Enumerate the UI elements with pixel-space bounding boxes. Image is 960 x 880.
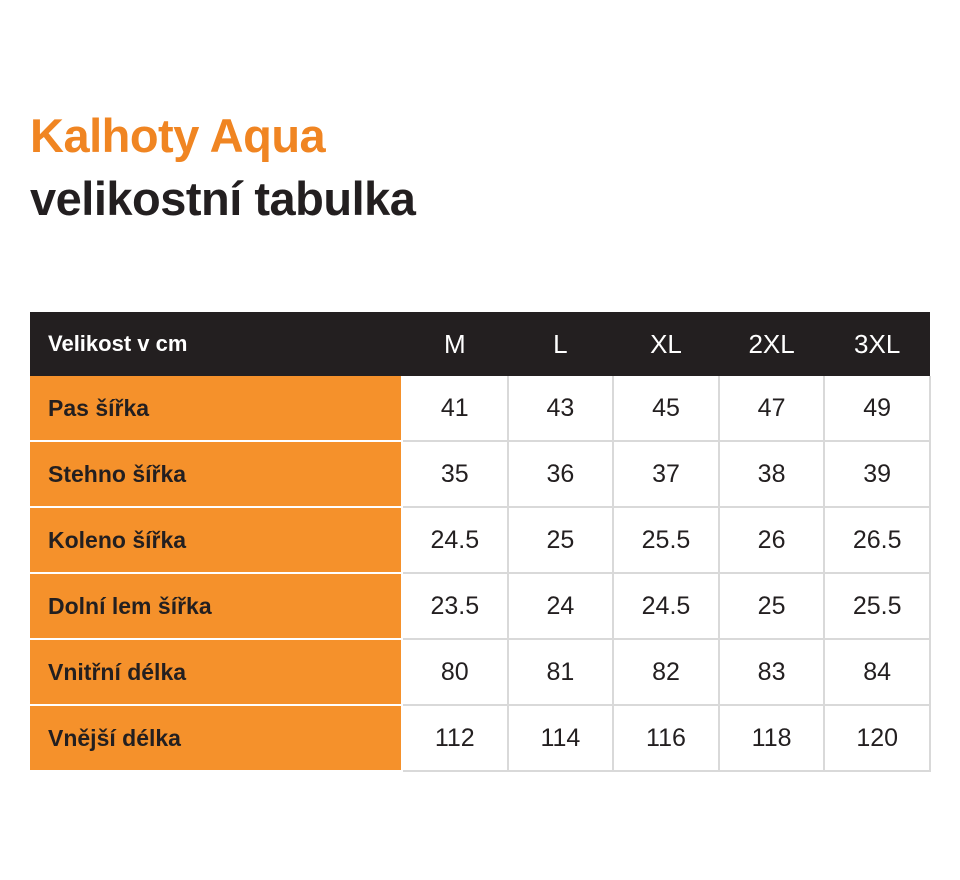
- cell-value: 83: [719, 639, 825, 705]
- table-header-size-xl: XL: [613, 312, 719, 376]
- table-row: [30, 507, 930, 573]
- cell-value: 41: [402, 376, 508, 441]
- cell-value: 116: [613, 705, 719, 771]
- cell-value: 43: [508, 376, 614, 441]
- page-subtitle: velikostní tabulka: [30, 172, 416, 225]
- cell-value: 82: [613, 639, 719, 705]
- cell-value: 25: [508, 507, 614, 573]
- row-label: Stehno šířka: [30, 441, 402, 507]
- cell-value: 49: [824, 376, 930, 441]
- page-title-block: [30, 109, 930, 225]
- cell-value: 120: [824, 705, 930, 771]
- table-header-row: [30, 312, 930, 376]
- cell-value: 114: [508, 705, 614, 771]
- page-title: Kalhoty Aqua: [30, 109, 326, 162]
- row-label: Koleno šířka: [30, 507, 402, 573]
- table-header-size-l: L: [508, 312, 614, 376]
- cell-value: 25.5: [613, 507, 719, 573]
- cell-value: 24.5: [402, 507, 508, 573]
- table-row: [30, 441, 930, 507]
- cell-value: 23.5: [402, 573, 508, 639]
- size-table: [30, 312, 931, 772]
- cell-value: 38: [719, 441, 825, 507]
- table-row: [30, 705, 930, 771]
- table-body: [30, 376, 930, 771]
- row-label: Vnitřní délka: [30, 639, 402, 705]
- row-label: Dolní lem šířka: [30, 573, 402, 639]
- cell-value: 80: [402, 639, 508, 705]
- cell-value: 39: [824, 441, 930, 507]
- table-header-size-m: M: [402, 312, 508, 376]
- row-label: Vnější délka: [30, 705, 402, 771]
- cell-value: 118: [719, 705, 825, 771]
- table-header-size-3xl: 3XL: [824, 312, 930, 376]
- cell-value: 35: [402, 441, 508, 507]
- cell-value: 25.5: [824, 573, 930, 639]
- cell-value: 37: [613, 441, 719, 507]
- cell-value: 84: [824, 639, 930, 705]
- table-header: [30, 312, 930, 376]
- cell-value: 36: [508, 441, 614, 507]
- table-row: [30, 376, 930, 441]
- cell-value: 26: [719, 507, 825, 573]
- table-header-label: Velikost v cm: [30, 312, 402, 376]
- cell-value: 112: [402, 705, 508, 771]
- table-row: [30, 639, 930, 705]
- cell-value: 45: [613, 376, 719, 441]
- table-row: [30, 573, 930, 639]
- cell-value: 26.5: [824, 507, 930, 573]
- cell-value: 25: [719, 573, 825, 639]
- row-label: Pas šířka: [30, 376, 402, 441]
- cell-value: 81: [508, 639, 614, 705]
- cell-value: 47: [719, 376, 825, 441]
- cell-value: 24: [508, 573, 614, 639]
- table-header-size-2xl: 2XL: [719, 312, 825, 376]
- cell-value: 24.5: [613, 573, 719, 639]
